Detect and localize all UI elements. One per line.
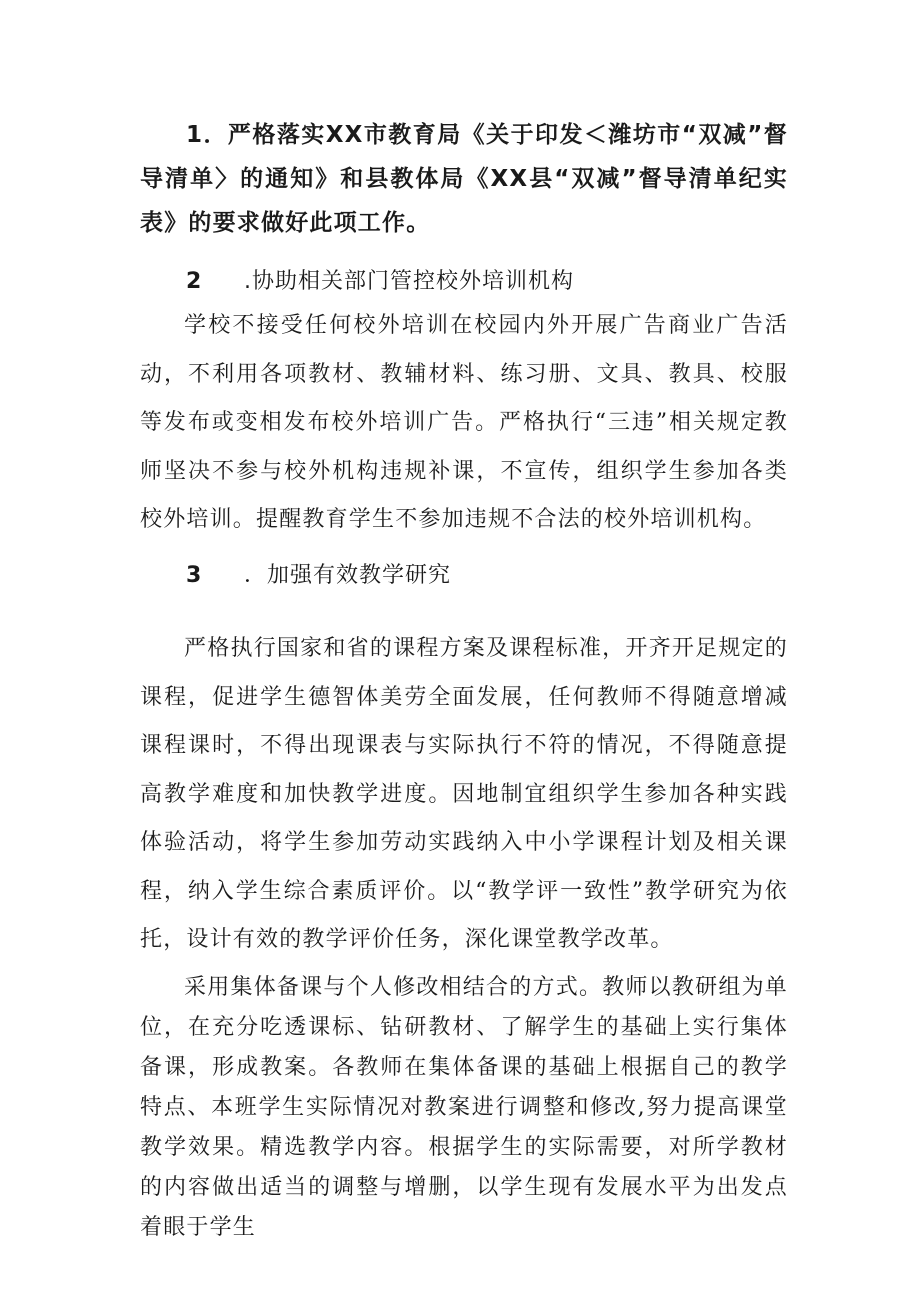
section-2-title: .协助相关部门管控校外培训机构 — [244, 269, 574, 294]
section-2-number: 2 — [186, 269, 203, 294]
section-2-paragraph: 学校不接受任何校外培训在校园内外开展广告商业广告活动，不利用各项教材、教辅材料、练习册、文具、教具、校服等发布或变相发布校外培训广告。严格执行“三违”相关规定教师坚决不参与校外机构违规补课，不宣传，组织学生参加各类校外培训。提醒教育学生不参加违规不合法的校外培训机构。 — [140, 313, 788, 532]
section-2-heading — [186, 262, 574, 302]
section-3-title: ．加强有效教学研究 — [244, 563, 452, 588]
section-3-heading — [186, 556, 451, 596]
section-3-paragraph-1: 严格执行国家和省的课程方案及课程标准，开齐开足规定的课程，促进学生德智体美劳全面发展，任何教师不得随意增减课程课时，不得出现课表与实际执行不符的情况，不得随意提高教学难度和加快教学进度。因地制宜组织学生参加各种实践体验活动，将学生参加劳动实践纳入中小学课程计划及相关课程，纳入学生综合素质评价。以“教学评一致性”教学研究为依托，设计有效的教学评价任务，深化课堂教学改革。 — [140, 636, 788, 952]
section-3-number: 3 — [186, 563, 203, 588]
section-3-paragraph-2: 采用集体备课与个人修改相结合的方式。教师以教研组为单位，在充分吃透课标、钻研教材、了解学生的基础上实行集体备课，形成教案。各教师在集体备课的基础上根据自己的教学特点、本班学生实际情况对教案进行调整和修改,努力提高课堂教学效果。精选教学内容。根据学生的实际需要，对所学教材的内容做出适当的调整与增删，以学生现有发展水平为出发点着眼于学生 — [140, 975, 788, 1240]
section-1-paragraph: 1．严格落实XX市教育局《关于印发＜潍坊市“双减”督导清单〉的通知》和县教体局《XX县“双减”督导清单纪实表》的要求做好此项工作。 — [140, 122, 788, 236]
